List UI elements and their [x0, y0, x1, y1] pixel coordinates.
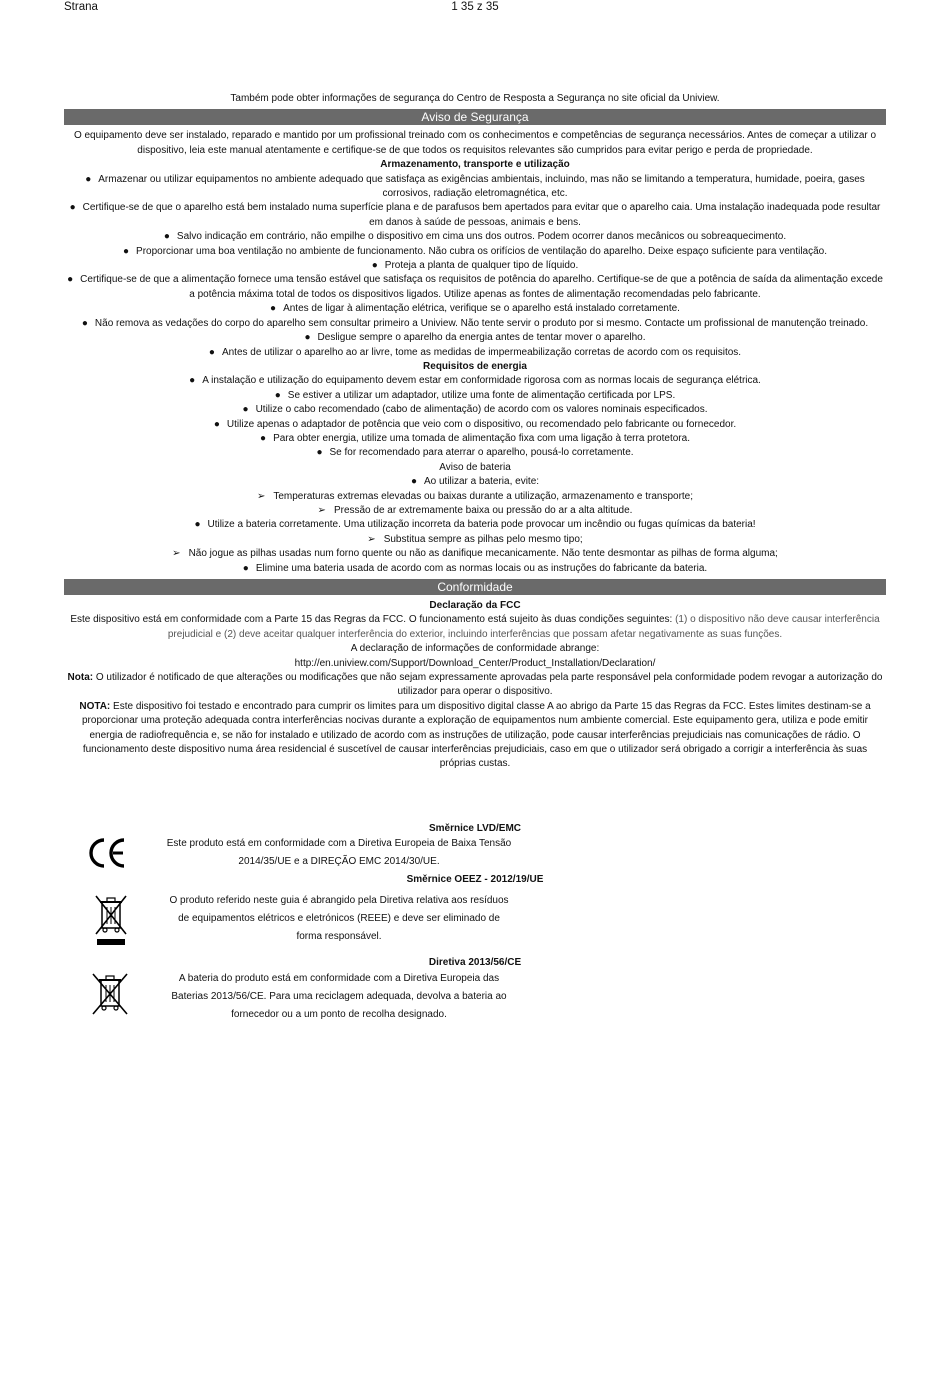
ce-mark-icon [88, 836, 128, 870]
list-item: ● Utilize apenas o adaptador de potência que veio com o dispositivo, ou recomendado pelo fabricante ou fornecedor. [64, 418, 886, 432]
list-item: ● Antes de ligar à alimentação elétrica, verifique se o aparelho está instalado corretamente. [64, 302, 886, 316]
lvd-text [154, 835, 524, 871]
note2-label: NOTA: [79, 700, 111, 712]
certification-block [64, 822, 886, 1032]
battery-dispose: ● Elimine uma bateria usada de acordo com as normas locais ou as instruções do fabricante da bateria. [64, 562, 886, 576]
battery-directive-text [154, 970, 524, 1024]
list-item: ● Antes de utilizar o aparelho ao ar livre, tome as medidas de impermeabilização corretas de acordo com os requisitos. [64, 346, 886, 360]
storage-list [64, 173, 886, 360]
weee-line-2: de equipamentos elétricos e eletrónicos (REEE) e deve ser eliminado de [178, 913, 500, 924]
battery-title: Aviso de bateria [439, 461, 511, 473]
fcc-text: Este dispositivo está em conformidade com a Parte 15 das Regras da FCC. O funcionamento está sujeito às duas condições seguintes: [70, 614, 676, 626]
list-item: ➢ Temperaturas extremas elevadas ou baixas durante a utilização, armazenamento e transporte; [64, 490, 886, 504]
safety-paragraph: O equipamento deve ser instalado, reparado e mantido por um profissional treinado com os conhecimentos e competências de segurança necessários. Antes de começar a utilizar o dispositivo, leia este manual atentamente e certifique-se de que todos os requisitos relevantes são cumpridos para evitar perigo e perda de propriedade. [73, 130, 877, 156]
weee-line-1: O produto referido neste guia é abrangido pela Diretiva relativa aos resíduos [169, 895, 509, 906]
battery-bin-icon [90, 972, 130, 1016]
weee-title: Směrnice OEEZ - 2012/19/UE [406, 874, 544, 885]
page-number: 1 35 z 35 [451, 1, 499, 13]
section-band-conformity: Conformidade [64, 579, 886, 595]
list-item: ● Se for recomendado para aterrar o aparelho, pousá-lo corretamente. [64, 446, 886, 460]
list-item: ● Se estiver a utilizar um adaptador, utilize uma fonte de alimentação certificada por LPS. [64, 389, 886, 403]
fcc-title: Declaração da FCC [429, 600, 521, 611]
battery-correct-use: ● Utilize a bateria corretamente. Uma utilização incorreta da bateria pode provocar um incêndio ou fugas químicas da bateria! [64, 518, 886, 532]
list-item: ● Utilize o cabo recomendado (cabo de alimentação) de acordo com os valores nominais especificados. [64, 403, 886, 417]
power-title: Requisitos de energia [423, 360, 527, 372]
list-item: ➢ Não jogue as pilhas usadas num forno quente ou não as danifique mecanicamente. Não tente desmontar as pilhas de forma alguma; [64, 547, 886, 561]
note2-text: Este dispositivo foi testado e encontrado para cumprir os limites para um dispositivo digital classe A ao abrigo da Parte 15 das Regras da FCC. Estes limites destinam-se a proporcionar uma proteção adequada contra interferências nocivas durante a exploração de equipamentos num ambiente comercial. Este equipamento gera, utiliza e pode emitir energia de radiofrequência e, se não for instalado e utilizado de acordo com as instruções de utilização, pode causar interferências prejudiciais nas comunicações de rádio. O funcionamento deste dispositivo numa área residencial é suscetível de causar interferências prejudiciais, caso em que o utilizador será obrigado a corrigir a interferência às suas próprias custas. [81, 700, 871, 770]
declaration-url[interactable]: http://en.uniview.com/Support/Download_Center/Product_Installation/Declaration/ [294, 657, 656, 669]
note-label: Nota: [67, 672, 94, 684]
storage-title: Armazenamento, transporte e utilização [380, 159, 570, 171]
page-header [0, 0, 950, 16]
document-body [64, 92, 886, 772]
list-item: ● Desligue sempre o aparelho da energia antes de tentar mover o aparelho. [64, 331, 886, 345]
list-item: ➢ Substitua sempre as pilhas pelo mesmo tipo; [64, 533, 886, 547]
declaration-intro: A declaração de informações de conformidade abrange: [350, 643, 600, 655]
note-text: O utilizador é notificado de que alterações ou modificações que não sejam expressamente aprovadas pela parte responsável pela conformidade podem revogar a autorização do utilizador para operar o dispositivo. [93, 672, 883, 698]
note2-paragraph [64, 700, 886, 772]
intro-text: Também pode obter informações de segurança do Centro de Resposta a Segurança no site oficial da Uniview. [230, 93, 720, 104]
list-item: ● Armazenar ou utilizar equipamentos no ambiente adequado que satisfaça as exigências ambientais, incluindo, mas não se limitando a temperatura, humidade, poeira, gases corrosivos, radiação eletromagnética, etc. [64, 173, 886, 202]
list-item: ➢ Pressão de ar extremamente baixa ou pressão do ar a alta altitude. [64, 504, 886, 518]
list-item: ● Certifique-se de que o aparelho está bem instalado numa superfície plana e de parafusos bem apertados para evitar que o aparelho caia. Uma instalação inadequada pode resultar em danos à saúde de pessoas, animais e bens. [64, 201, 886, 230]
battery-line-3: fornecedor ou a um ponto de recolha designado. [231, 1009, 447, 1020]
note-paragraph [64, 671, 886, 700]
battery-directive-title: Diretiva 2013/56/CE [428, 957, 522, 968]
battery-lead: ● Ao utilizar a bateria, evite: [64, 475, 886, 489]
weee-line-3: forma responsável. [296, 931, 382, 942]
section-band-safety: Aviso de Segurança [64, 109, 886, 125]
fcc-conditions: (1) o dispositivo não deve causar interferência prejudicial e (2) deve aceitar qualquer interferência do exterior, incluindo interferências que possam afetar negativamente as suas funções. [167, 614, 880, 640]
header-left: Strana [64, 1, 98, 13]
lvd-title: Směrnice LVD/EMC [428, 823, 522, 834]
list-item: ● Não remova as vedações do corpo do aparelho sem consultar primeiro a Uniview. Não tente servir o produto por si mesmo. Contacte um profissional de manutenção treinado. [64, 317, 886, 331]
list-item: ● Proteja a planta de qualquer tipo de líquido. [64, 259, 886, 273]
lvd-line-2: 2014/35/UE e a DIREÇÃO EMC 2014/30/UE. [238, 856, 440, 867]
list-item: ● Proporcionar uma boa ventilação no ambiente de funcionamento. Não cubra os orifícios de ventilação do aparelho. Deixe espaço suficiente para ventilação. [64, 245, 886, 259]
list-item: ● Para obter energia, utilize uma tomada de alimentação fixa com uma ligação à terra protetora. [64, 432, 886, 446]
lvd-line-1: Este produto está em conformidade com a Diretiva Europeia de Baixa Tensão [166, 838, 512, 849]
battery-line-2: Baterias 2013/56/CE. Para uma reciclagem adequada, devolva a bateria ao [171, 991, 507, 1002]
weee-bin-icon [94, 894, 128, 946]
weee-text [154, 892, 524, 946]
list-item: ● Salvo indicação em contrário, não empilhe o dispositivo em cima uns dos outros. Podem ocorrer danos mecânicos ou sobreaquecimento. [64, 230, 886, 244]
list-item: ● A instalação e utilização do equipamento devem estar em conformidade rigorosa com as normas locais de segurança elétrica. [64, 374, 886, 388]
fcc-paragraph [64, 613, 886, 642]
list-item: ● Certifique-se de que a alimentação fornece uma tensão estável que satisfaça os requisitos de potência do aparelho. Certifique-se de que a potência de saída da alimentação excede a potência máxima total de todos os dispositivos ligados. Utilize apenas as fontes de alimentação recomendadas pelo fabricante. [64, 273, 886, 302]
battery-line-1: A bateria do produto está em conformidade com a Diretiva Europeia das [178, 973, 500, 984]
power-list [64, 374, 886, 460]
